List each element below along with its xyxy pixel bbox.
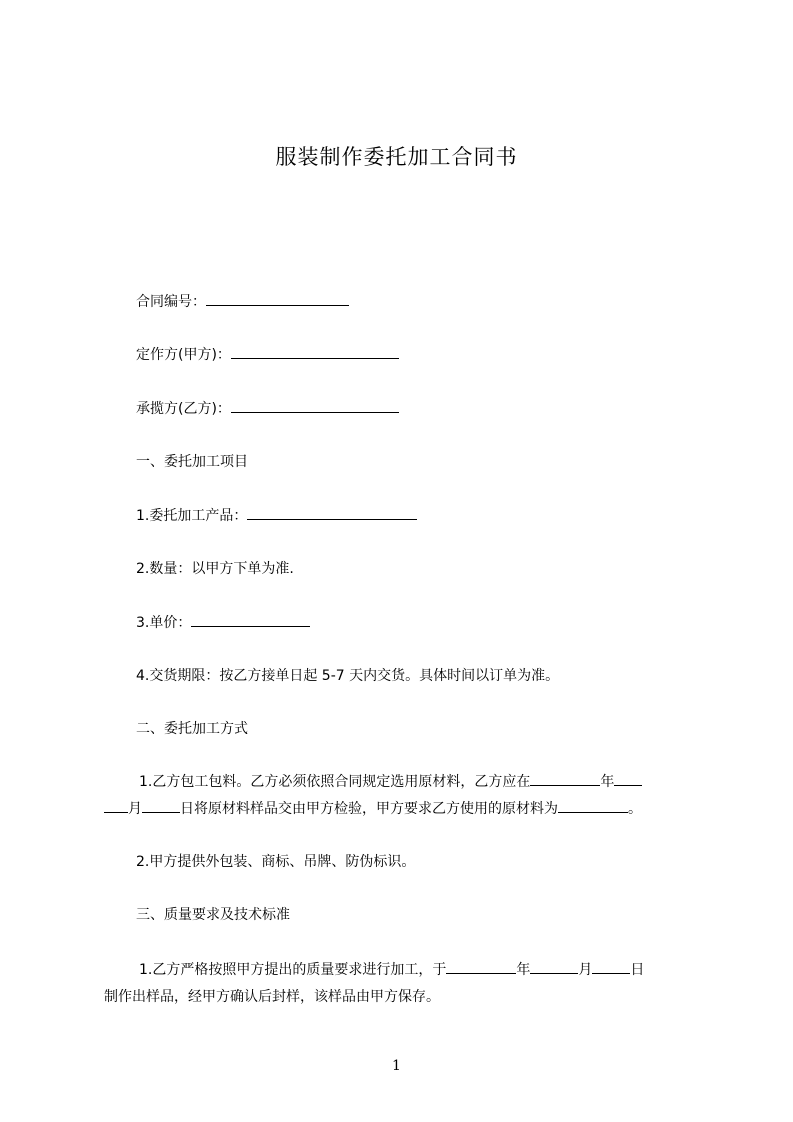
sample-day-label: 日 [630, 962, 645, 978]
product-label: 1.委托加工产品： [136, 508, 248, 524]
month-label: 月 [128, 801, 142, 817]
party-a-label: 定作方(甲方)： [136, 347, 231, 363]
party-b-line [136, 399, 399, 419]
party-b-label: 承揽方(乙方)： [136, 401, 231, 417]
unit-price-label: 3.单价： [136, 615, 192, 631]
section-3-item-1-line-1 [139, 960, 644, 980]
sample-month-blank [530, 960, 578, 974]
material-blank [558, 799, 628, 813]
sample-year-label: 年 [516, 962, 531, 978]
section-1-item-2: 2.数量：以甲方下单为准. [136, 561, 294, 577]
section-1-heading: 一、委托加工项目 [136, 454, 248, 470]
sample-year-blank [446, 960, 516, 974]
section-3-heading: 三、质量要求及技术标准 [136, 907, 290, 923]
section-2-item-2: 2.甲方提供外包装、商标、吊牌、防伪标识。 [136, 854, 416, 870]
day-blank [142, 799, 180, 813]
year-label: 年 [600, 774, 615, 790]
contract-number-line [136, 292, 349, 312]
section-2-item-1-line-2 [104, 799, 642, 819]
section-2-heading: 二、委托加工方式 [136, 721, 248, 737]
month-blank-part-1 [614, 772, 642, 786]
document-title: 服装制作委托加工合同书 [275, 145, 518, 169]
page-number: 1 [392, 1058, 401, 1074]
party-b-blank [231, 399, 399, 413]
section-2-item-1-end: 。 [628, 801, 642, 817]
section-1-item-4: 4.交货期限：按乙方接单日起 5-7 天内交货。具体时间以订单为准。 [136, 668, 560, 684]
section-1-item-3 [136, 613, 310, 633]
sample-day-blank [592, 960, 630, 974]
month-blank-part-2 [104, 799, 128, 813]
year-blank [530, 772, 600, 786]
unit-price-blank [191, 613, 310, 627]
section-2-item-1-line-1 [139, 772, 642, 792]
party-a-blank [231, 345, 399, 359]
section-3-item-1-text-a: 1.乙方严格按照甲方提出的质量要求进行加工，于 [139, 962, 447, 978]
contract-number-label: 合同编号： [136, 294, 206, 310]
party-a-line [136, 345, 399, 365]
section-2-item-1-text-a: 1.乙方包工包料。乙方必须依照合同规定选用原材料，乙方应在 [139, 774, 531, 790]
product-blank [247, 506, 417, 520]
sample-month-label: 月 [578, 962, 593, 978]
contract-number-blank [206, 292, 349, 306]
section-3-item-1-line-2: 制作出样品，经甲方确认后封样，该样品由甲方保存。 [104, 989, 440, 1005]
section-1-item-1 [136, 506, 417, 526]
section-2-item-1-text-b: 日将原材料样品交由甲方检验，甲方要求乙方使用的原材料为 [180, 801, 558, 817]
